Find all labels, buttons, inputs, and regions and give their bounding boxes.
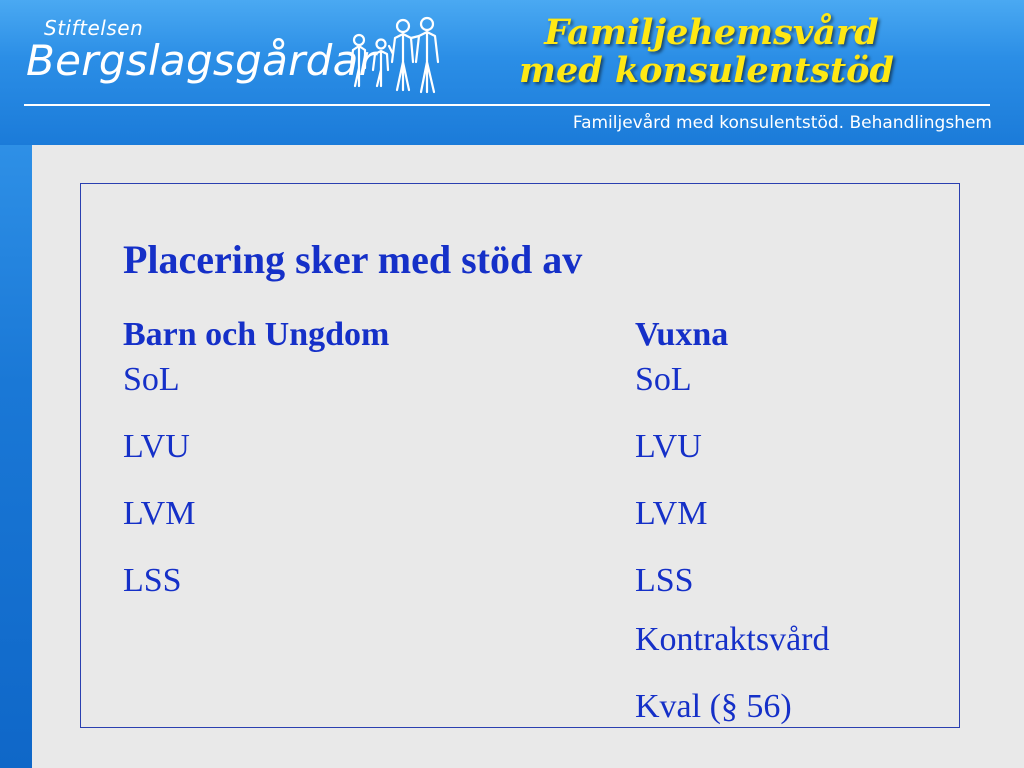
list-item: SoL: [635, 361, 692, 398]
list-item: Kontraktsvård: [635, 621, 830, 658]
column-adults: [635, 315, 830, 755]
list-item: LVU: [123, 428, 190, 465]
program-title: [518, 12, 894, 91]
list-item: SoL: [123, 361, 180, 398]
column-header-children-youth: Barn och Ungdom: [123, 316, 390, 353]
list-item: LVU: [635, 428, 702, 465]
program-title-line2: med konsulentstöd: [518, 50, 894, 91]
list-item: LSS: [635, 562, 694, 599]
list-item: LVM: [635, 495, 708, 532]
list-item: LSS: [123, 562, 182, 599]
column-children-youth: [123, 315, 389, 629]
slide-heading: Placering sker med stöd av: [123, 237, 583, 282]
list-item: LVM: [123, 495, 196, 532]
tagline: Familjevård med konsulentstöd. Behandlingshem: [572, 113, 992, 133]
content-panel: [32, 145, 1024, 768]
list-item: Kval (§ 56): [635, 688, 792, 725]
org-prefix: Stiftelsen: [44, 16, 144, 40]
header-divider: [24, 104, 990, 106]
column-header-adults: Vuxna: [635, 316, 729, 353]
program-title-line1: Familjehemsvård: [544, 12, 879, 53]
header-banner: [0, 0, 1024, 145]
org-name: Bergslagsgårdar: [26, 36, 377, 85]
family-figures-icon: [345, 16, 445, 96]
